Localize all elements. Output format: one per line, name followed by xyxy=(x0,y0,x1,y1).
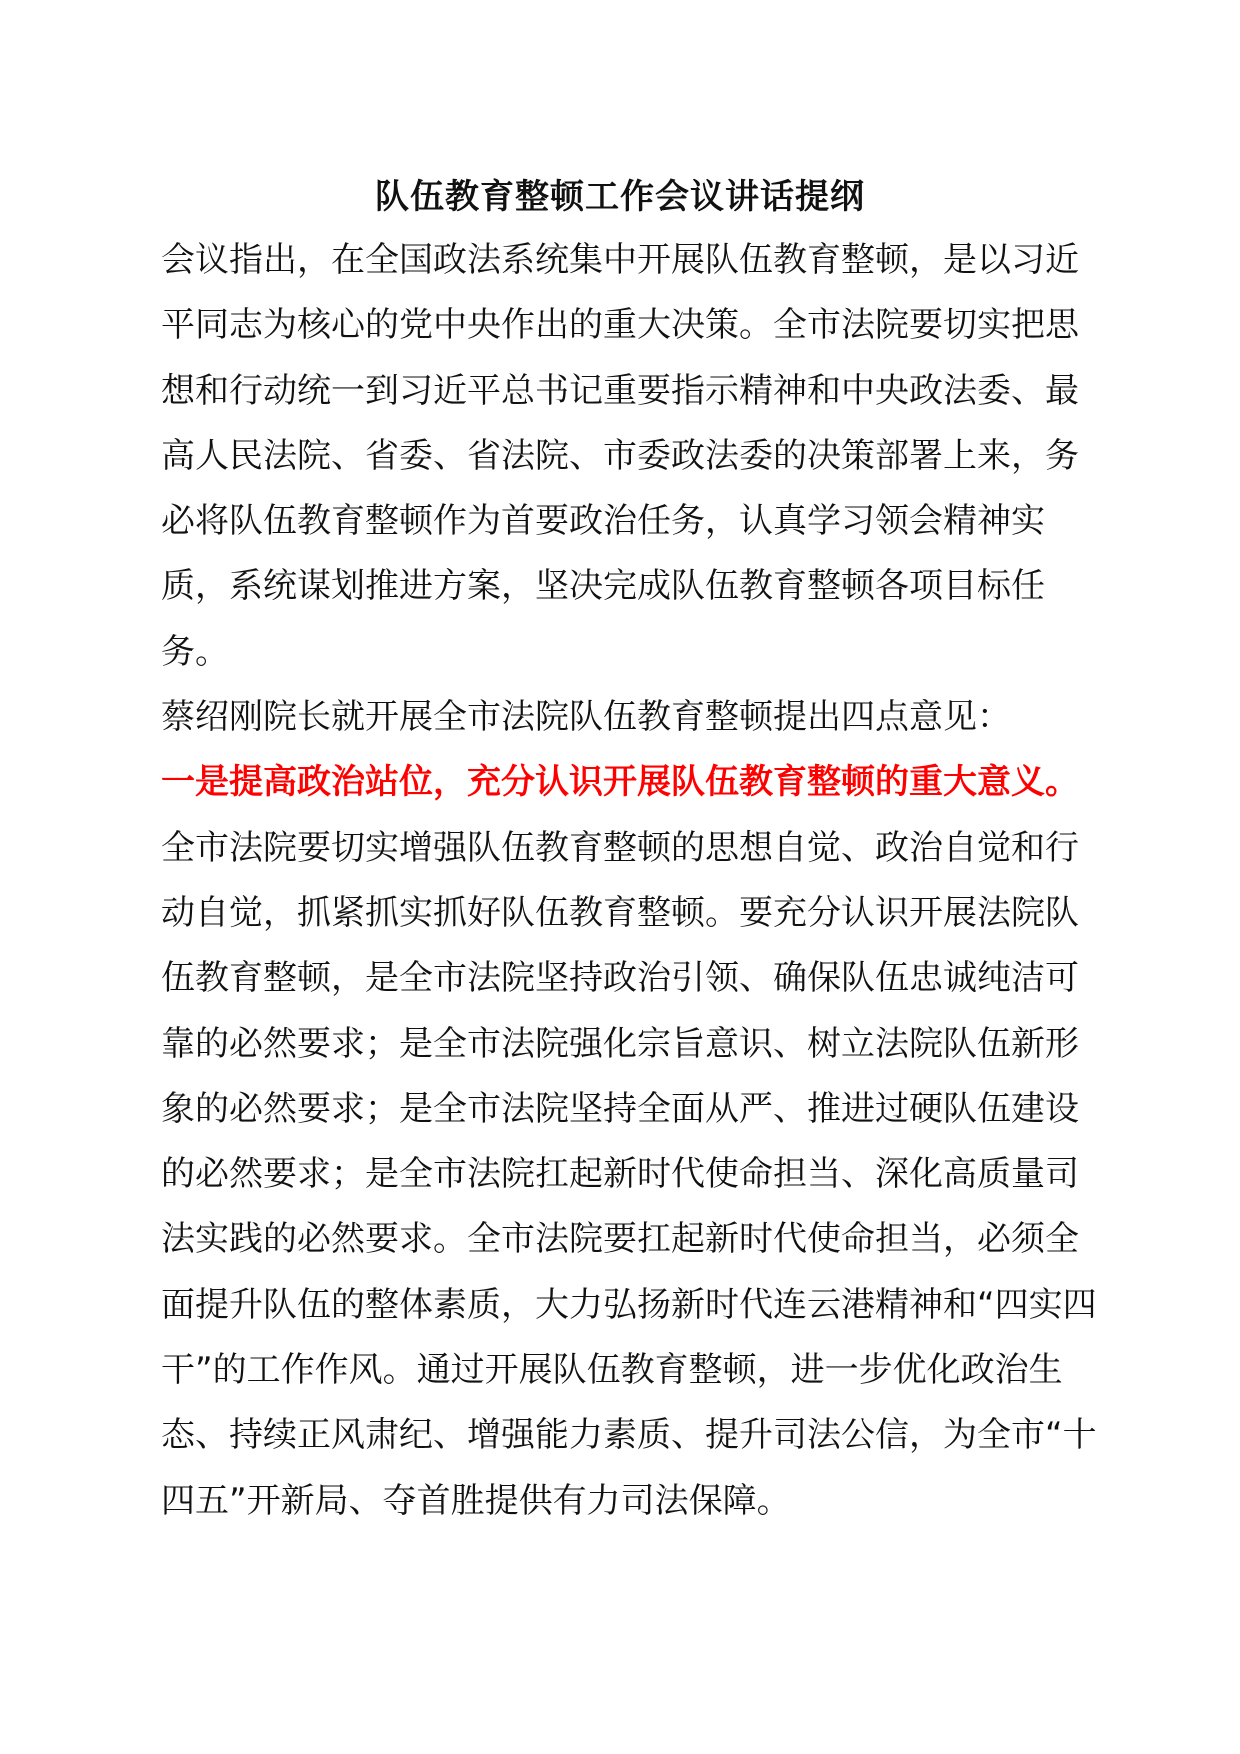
section-heading-point-one: 一是提高政治站位，充分认识开展队伍教育整顿的重大意义。 xyxy=(161,762,1079,803)
document-body xyxy=(161,228,1101,1534)
document-title: 队伍教育整顿工作会议讲话提纲 xyxy=(375,177,865,217)
paragraph-point-one-body: 全市法院要切实增强队伍教育整顿的思想自觉、政治自觉和行动自觉，抓紧抓实抓好队伍教育整顿。要充分认识开展法院队伍教育整顿，是全市法院坚持政治引领、确保队伍忠诚纯洁可靠的必然要求；是全市法院强化宗旨意识、树立法院队伍新形象的必然要求；是全市法院坚持全面从严、推进过硬队伍建设的必然要求；是全市法院扛起新时代使命担当、深化高质量司法实践的必然要求。全市法院要扛起新时代使命担当，必须全面提升队伍的整体素质，大力弘扬新时代连云港精神和“四实四干”的工作作风。通过开展队伍教育整顿，进一步优化政治生态、持续正风肃纪、增强能力素质、提升司法公信，为全市“十四五”开新局、夺首胜提供有力司法保障。 xyxy=(161,827,1097,1521)
paragraph-meeting-summary: 会议指出，在全国政法系统集中开展队伍教育整顿，是以习近平同志为核心的党中央作出的重大决策。全市法院要切实把思想和行动统一到习近平总书记重要指示精神和中央政法委、最高人民法院、省委、省法院、市委政法委的决策部署上来，务必将队伍教育整顿作为首要政治任务，认真学习领会精神实质，系统谋划推进方案，坚决完成队伍教育整顿各项目标任务。 xyxy=(161,240,1079,672)
paragraph-four-opinions-intro: 蔡绍刚院长就开展全市法院队伍教育整顿提出四点意见： xyxy=(161,697,1011,738)
